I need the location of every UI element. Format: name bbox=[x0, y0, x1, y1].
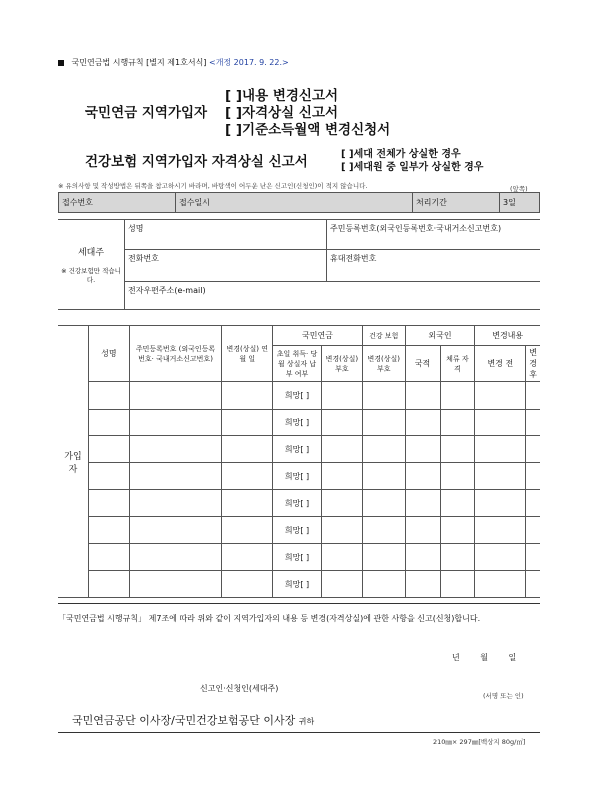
destination-suffix: 귀하 bbox=[298, 717, 315, 726]
col-pension-opt: 초일 취득· 당월 상실자 납부 여부 bbox=[273, 346, 322, 382]
household-table bbox=[58, 219, 540, 310]
cell-nation[interactable] bbox=[405, 382, 440, 410]
cell-stay[interactable] bbox=[440, 490, 475, 517]
cell-pcode[interactable] bbox=[321, 490, 362, 517]
cell-hcode[interactable] bbox=[362, 544, 405, 571]
receipt-table bbox=[58, 192, 540, 213]
cell-hope[interactable]: 희망[ ] bbox=[273, 463, 322, 490]
cell-date[interactable] bbox=[222, 571, 273, 598]
col-stay: 체류 자격 bbox=[440, 346, 475, 382]
cell-hope[interactable]: 희망[ ] bbox=[273, 571, 322, 598]
members-table bbox=[58, 325, 540, 598]
option-income-change[interactable]: [ ]기준소득월액 변경신청서 bbox=[225, 122, 391, 138]
cell-pcode[interactable] bbox=[321, 571, 362, 598]
date-line[interactable]: 년 월 일 bbox=[452, 653, 517, 662]
cell-after[interactable] bbox=[526, 490, 540, 517]
table-row bbox=[58, 544, 540, 571]
health-option-partial[interactable]: [ ]세대원 중 일부가 상실한 경우 bbox=[341, 162, 484, 173]
cell-date[interactable] bbox=[222, 490, 273, 517]
col-pension-code: 변경(상실) 부호 bbox=[321, 346, 362, 382]
cell-pcode[interactable] bbox=[321, 544, 362, 571]
col-change: 변경내용 bbox=[475, 326, 540, 346]
household-note: ※ 건강보험만 적습니다. bbox=[61, 267, 121, 284]
col-pension: 국민연금 bbox=[273, 326, 363, 346]
cell-before[interactable] bbox=[475, 410, 526, 436]
cell-stay[interactable] bbox=[440, 571, 475, 598]
household-reg-no[interactable]: 주민등록번호(외국인등록번호·국내거소신고번호) bbox=[327, 220, 541, 250]
cell-hope[interactable]: 희망[ ] bbox=[273, 544, 322, 571]
household-mobile[interactable]: 휴대전화번호 bbox=[327, 250, 541, 282]
cell-hope[interactable]: 희망[ ] bbox=[273, 517, 322, 544]
cell-before[interactable] bbox=[475, 544, 526, 571]
cell-name[interactable] bbox=[88, 436, 129, 463]
cell-hcode[interactable] bbox=[362, 490, 405, 517]
cell-reg[interactable] bbox=[129, 544, 222, 571]
household-email[interactable]: 전자우편주소(e-mail) bbox=[125, 282, 541, 310]
cell-hope[interactable]: 희망[ ] bbox=[273, 490, 322, 517]
cell-hcode[interactable] bbox=[362, 436, 405, 463]
cell-hcode[interactable] bbox=[362, 382, 405, 410]
receipt-period: 처리기간 bbox=[413, 193, 500, 213]
option-qualification-loss[interactable]: [ ]자격상실 신고서 bbox=[225, 105, 339, 121]
col-nation: 국적 bbox=[405, 346, 440, 382]
cell-pcode[interactable] bbox=[321, 436, 362, 463]
cell-reg[interactable] bbox=[129, 410, 222, 436]
cell-nation[interactable] bbox=[405, 463, 440, 490]
cell-after[interactable] bbox=[526, 544, 540, 571]
cell-name[interactable] bbox=[88, 571, 129, 598]
divider bbox=[58, 603, 540, 604]
statement-text: 「국민연금법 시행규칙」 제7조에 따라 위와 같이 지역가입자의 내용 등 변경(자격상실)에 관한 사항을 신고(신청)합니다. bbox=[58, 614, 481, 623]
cell-after[interactable] bbox=[526, 463, 540, 490]
members-label: 가입자 bbox=[58, 326, 88, 598]
cell-hcode[interactable] bbox=[362, 517, 405, 544]
cell-date[interactable] bbox=[222, 517, 273, 544]
cell-after[interactable] bbox=[526, 410, 540, 436]
cell-nation[interactable] bbox=[405, 517, 440, 544]
col-foreigner: 외국인 bbox=[405, 326, 475, 346]
cell-hcode[interactable] bbox=[362, 463, 405, 490]
destination-text: 국민연금공단 이사장/국민건강보험공단 이사장 bbox=[72, 714, 296, 727]
signer-label[interactable]: 신고인·신청인(세대주) bbox=[200, 684, 279, 693]
cell-nation[interactable] bbox=[405, 544, 440, 571]
cell-reg[interactable] bbox=[129, 517, 222, 544]
notice-text: ※ 유의사항 및 작성방법은 뒤쪽을 참고하시기 바라며, 바탕색이 어두운 난은 신고인(신청인)이 적지 않습니다. bbox=[58, 182, 368, 190]
household-label: 세대주 bbox=[77, 248, 105, 258]
cell-stay[interactable] bbox=[440, 544, 475, 571]
option-content-change[interactable]: [ ]내용 변경신고서 bbox=[225, 88, 339, 104]
health-title: 건강보험 지역가입자 자격상실 신고서 bbox=[85, 154, 308, 170]
cell-reg[interactable] bbox=[129, 490, 222, 517]
cell-after[interactable] bbox=[526, 571, 540, 598]
receipt-date: 접수일시 bbox=[176, 193, 413, 213]
cell-pcode[interactable] bbox=[321, 517, 362, 544]
cell-hope[interactable]: 희망[ ] bbox=[273, 410, 322, 436]
cell-after[interactable] bbox=[526, 382, 540, 410]
table-row bbox=[58, 571, 540, 598]
col-name: 성명 bbox=[88, 326, 129, 382]
divider bbox=[58, 732, 540, 733]
receipt-no: 접수번호 bbox=[59, 193, 176, 213]
cell-date[interactable] bbox=[222, 382, 273, 410]
cell-after[interactable] bbox=[526, 436, 540, 463]
cell-date[interactable] bbox=[222, 436, 273, 463]
cell-reg[interactable] bbox=[129, 571, 222, 598]
receipt-days: 3일 bbox=[500, 193, 540, 213]
cell-before[interactable] bbox=[475, 571, 526, 598]
cell-date[interactable] bbox=[222, 463, 273, 490]
form-header bbox=[58, 57, 289, 68]
destination bbox=[72, 712, 314, 728]
cell-hcode[interactable] bbox=[362, 410, 405, 436]
cell-reg[interactable] bbox=[129, 382, 222, 410]
cell-name[interactable] bbox=[88, 517, 129, 544]
cell-stay[interactable] bbox=[440, 517, 475, 544]
cell-stay[interactable] bbox=[440, 463, 475, 490]
cell-before[interactable] bbox=[475, 490, 526, 517]
cell-before[interactable] bbox=[475, 436, 526, 463]
cell-hope[interactable]: 희망[ ] bbox=[273, 382, 322, 410]
cell-before[interactable] bbox=[475, 463, 526, 490]
col-health-code: 변경(상실) 부호 bbox=[362, 346, 405, 382]
cell-nation[interactable] bbox=[405, 436, 440, 463]
col-change-date: 변경(상실) 연 월 일 bbox=[222, 326, 273, 382]
household-cell bbox=[58, 220, 125, 310]
cell-reg[interactable] bbox=[129, 463, 222, 490]
cell-before[interactable] bbox=[475, 517, 526, 544]
household-phone[interactable]: 전화번호 bbox=[125, 250, 327, 282]
cell-stay[interactable] bbox=[440, 382, 475, 410]
cell-after[interactable] bbox=[526, 517, 540, 544]
cell-reg[interactable] bbox=[129, 436, 222, 463]
cell-stay[interactable] bbox=[440, 436, 475, 463]
cell-before[interactable] bbox=[475, 382, 526, 410]
table-row bbox=[58, 517, 540, 544]
cell-pcode[interactable] bbox=[321, 382, 362, 410]
cell-nation[interactable] bbox=[405, 410, 440, 436]
household-name[interactable]: 성명 bbox=[125, 220, 327, 250]
col-health: 건강 보험 bbox=[362, 326, 405, 346]
title-main: 국민연금 지역가입자 bbox=[85, 105, 208, 121]
revision-date: <개정 2017. 9. 22.> bbox=[208, 58, 289, 67]
cell-hcode[interactable] bbox=[362, 571, 405, 598]
cell-stay[interactable] bbox=[440, 410, 475, 436]
cell-hope[interactable]: 희망[ ] bbox=[273, 436, 322, 463]
bullet-square-icon bbox=[58, 60, 64, 66]
col-reg: 주민등록번호 (외국인등록번호· 국내거소신고번호) bbox=[129, 326, 222, 382]
col-before: 변경 전 bbox=[475, 346, 526, 382]
table-row bbox=[58, 436, 540, 463]
paper-spec: 210㎜× 297㎜[백상지 80g/㎡] bbox=[433, 738, 526, 746]
cell-name[interactable] bbox=[88, 382, 129, 410]
cell-pcode[interactable] bbox=[321, 463, 362, 490]
cell-name[interactable] bbox=[88, 544, 129, 571]
cell-name[interactable] bbox=[88, 410, 129, 436]
side-label: (앞쪽) bbox=[510, 185, 528, 193]
cell-nation[interactable] bbox=[405, 490, 440, 517]
cell-name[interactable] bbox=[88, 490, 129, 517]
table-row bbox=[58, 410, 540, 436]
regulation-text: 국민연금법 시행규칙 [별지 제1호서식] bbox=[71, 58, 207, 67]
cell-pcode[interactable] bbox=[321, 410, 362, 436]
health-option-all[interactable]: [ ]세대 전체가 상실한 경우 bbox=[341, 149, 461, 160]
cell-name[interactable] bbox=[88, 463, 129, 490]
cell-date[interactable] bbox=[222, 544, 273, 571]
cell-date[interactable] bbox=[222, 410, 273, 436]
cell-nation[interactable] bbox=[405, 571, 440, 598]
table-row bbox=[58, 490, 540, 517]
table-row bbox=[58, 382, 540, 410]
col-after: 변경 후 bbox=[526, 346, 540, 382]
sign-mark: (서명 또는 인) bbox=[483, 692, 524, 700]
table-row bbox=[58, 463, 540, 490]
